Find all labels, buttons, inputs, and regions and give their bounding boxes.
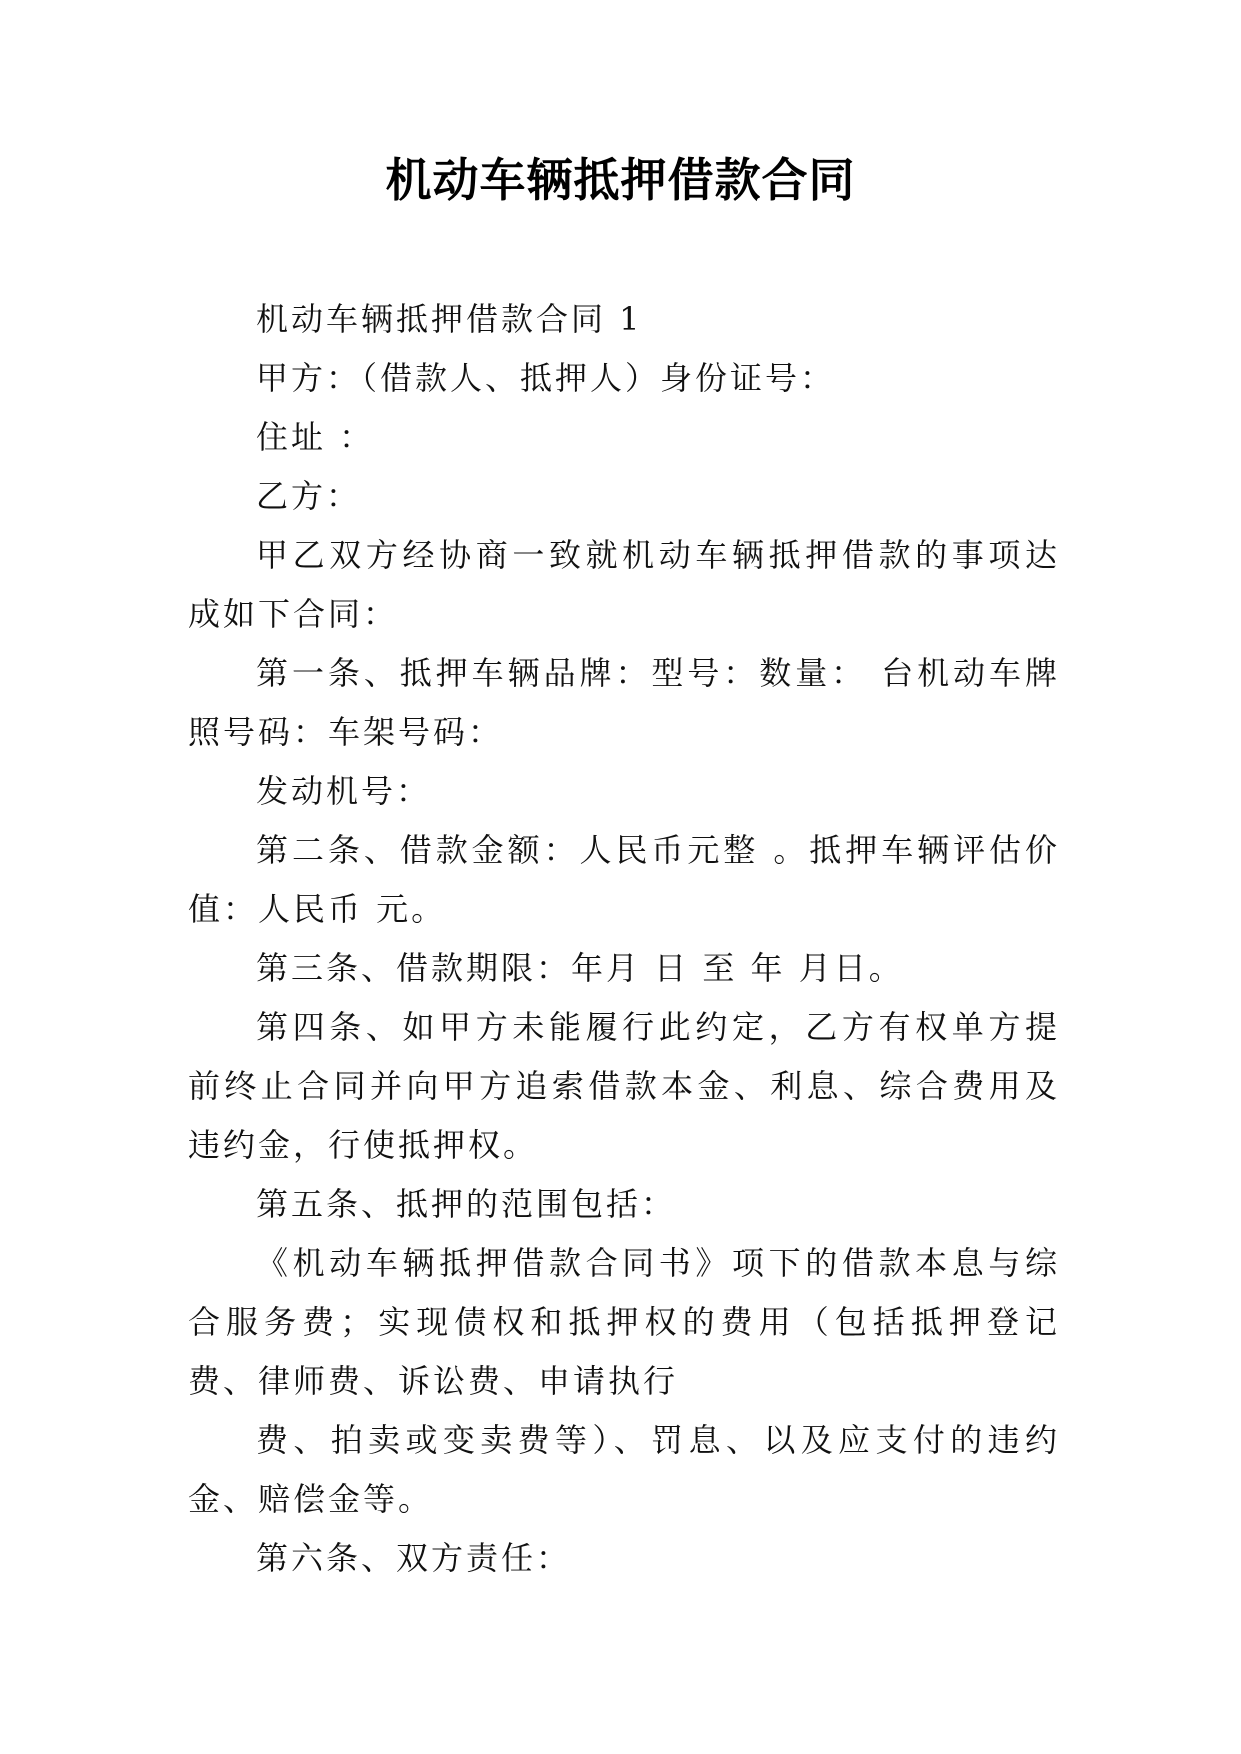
paragraph-article-6: 第六条、双方责任： <box>256 1539 572 1577</box>
paragraph-article-5: 第五条、抵押的范围包括： <box>256 1185 677 1223</box>
paragraph-article-2: 第二条、借款金额：人民币元整 。抵押车辆评估价值：人民币 元。 <box>188 831 1060 928</box>
paragraph-engine-number: 发动机号： <box>256 772 432 810</box>
paragraph-article-1: 第一条、抵押车辆品牌：型号：数量： 台机动车牌照号码：车架号码： <box>188 654 1060 751</box>
paragraph-party-b: 乙方： <box>256 477 362 515</box>
paragraph-address: 住址 ： <box>256 418 375 456</box>
paragraph-article-4: 第四条、如甲方未能履行此约定，乙方有权单方提前终止合同并向甲方追索借款本金、利息、综合费用及违约金，行使抵押权。 <box>188 1008 1060 1164</box>
paragraph-article-5-scope: 《机动车辆抵押借款合同书》项下的借款本息与综合服务费；实现债权和抵押权的费用（包括抵押登记费、律师费、诉讼费、申请执行 <box>188 1244 1060 1400</box>
document-title: 机动车辆抵押借款合同 <box>385 153 856 207</box>
paragraph-article-3: 第三条、借款期限：年月 日 至 年 月日。 <box>256 949 904 987</box>
document-body <box>188 290 1060 1588</box>
paragraph-contract-number: 机动车辆抵押借款合同 1 <box>256 300 643 338</box>
paragraph-party-a: 甲方：（借款人、抵押人）身份证号： <box>256 359 836 397</box>
paragraph-article-5-scope-continued: 费、拍卖或变卖费等）、罚息、以及应支付的违约金、赔偿金等。 <box>188 1421 1060 1518</box>
paragraph-agreement-intro: 甲乙双方经协商一致就机动车辆抵押借款的事项达成如下合同： <box>188 536 1060 633</box>
